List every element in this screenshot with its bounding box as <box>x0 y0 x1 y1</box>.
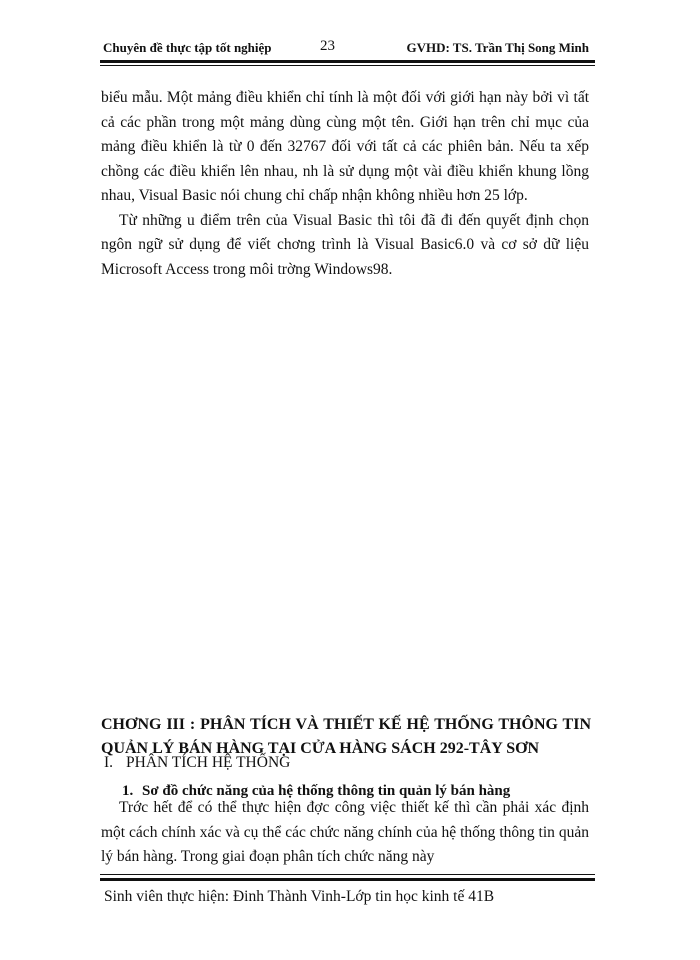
footer-rule-thick <box>100 878 595 881</box>
section-number: I. <box>104 754 114 771</box>
header-supervisor: GVHD: TS. Trần Thị Song Minh <box>406 40 589 55</box>
paragraph-conclusion: Từ những u điểm trên của Visual Basic thì tôi đã đi đến quyết định chọn ngôn ngữ sử dụng để viết chơng trình là Visual Basic6.0 và cơ sở dữ liệu Microsoft Access trong môi trờng Windows98. <box>101 211 589 278</box>
page-number: 23 <box>320 38 335 54</box>
header-course-title: Chuyên đề thực tập tốt nghiệp <box>103 40 272 55</box>
body-block-bottom <box>101 796 589 870</box>
section-heading <box>104 754 290 772</box>
page-header <box>100 38 595 58</box>
page-footer: Sinh viên thực hiện: Đinh Thành Vinh-Lớp tin học kinh tế 41B <box>104 888 495 905</box>
paragraph-vb-limits: biểu mẫu. Một mảng điều khiển chỉ tính là một đối với giới hạn này bởi vì tất cả các phần trong một mảng dùng cùng một tên. Giới hạn trên chỉ mục của mảng điều khiển là từ 0 đến 32767 đối với tất cả các phiên bản. Nếu ta xếp chồng các điều khiển lên nhau, nh là sử dụng một vài điều khiển khung lồng nhau, Visual Basic nói chung chỉ chấp nhận không nhiều hơn 25 lớp. <box>101 89 589 204</box>
paragraph-function-analysis: Trớc hết để có thể thực hiện đợc công việc thiết kế thì cần phải xác định một cách chính xác và cụ thể các chức năng chính của hệ thống thông tin quản lý bán hàng. Trong giai đoạn phân tích chức năng này <box>101 799 589 865</box>
subsection-number: 1. <box>122 783 134 799</box>
subsection-title: Sơ đồ chức năng của hệ thống thông tin quản lý bán hàng <box>142 783 511 799</box>
footer-rule-thin <box>100 874 595 875</box>
body-block-top <box>101 86 589 282</box>
chapter-title: CHƠNG III : PHÂN TÍCH VÀ THIẾT KẾ HỆ THỐNG THÔNG TIN QUẢN LÝ BÁN HÀNG TẠI CỬA HÀNG SÁCH 292-TÂY SƠN <box>101 716 591 757</box>
section-title: PHÂN TÍCH HỆ THỐNG <box>126 754 291 771</box>
header-rule-thick <box>100 60 595 63</box>
header-rule-thin <box>100 65 595 66</box>
